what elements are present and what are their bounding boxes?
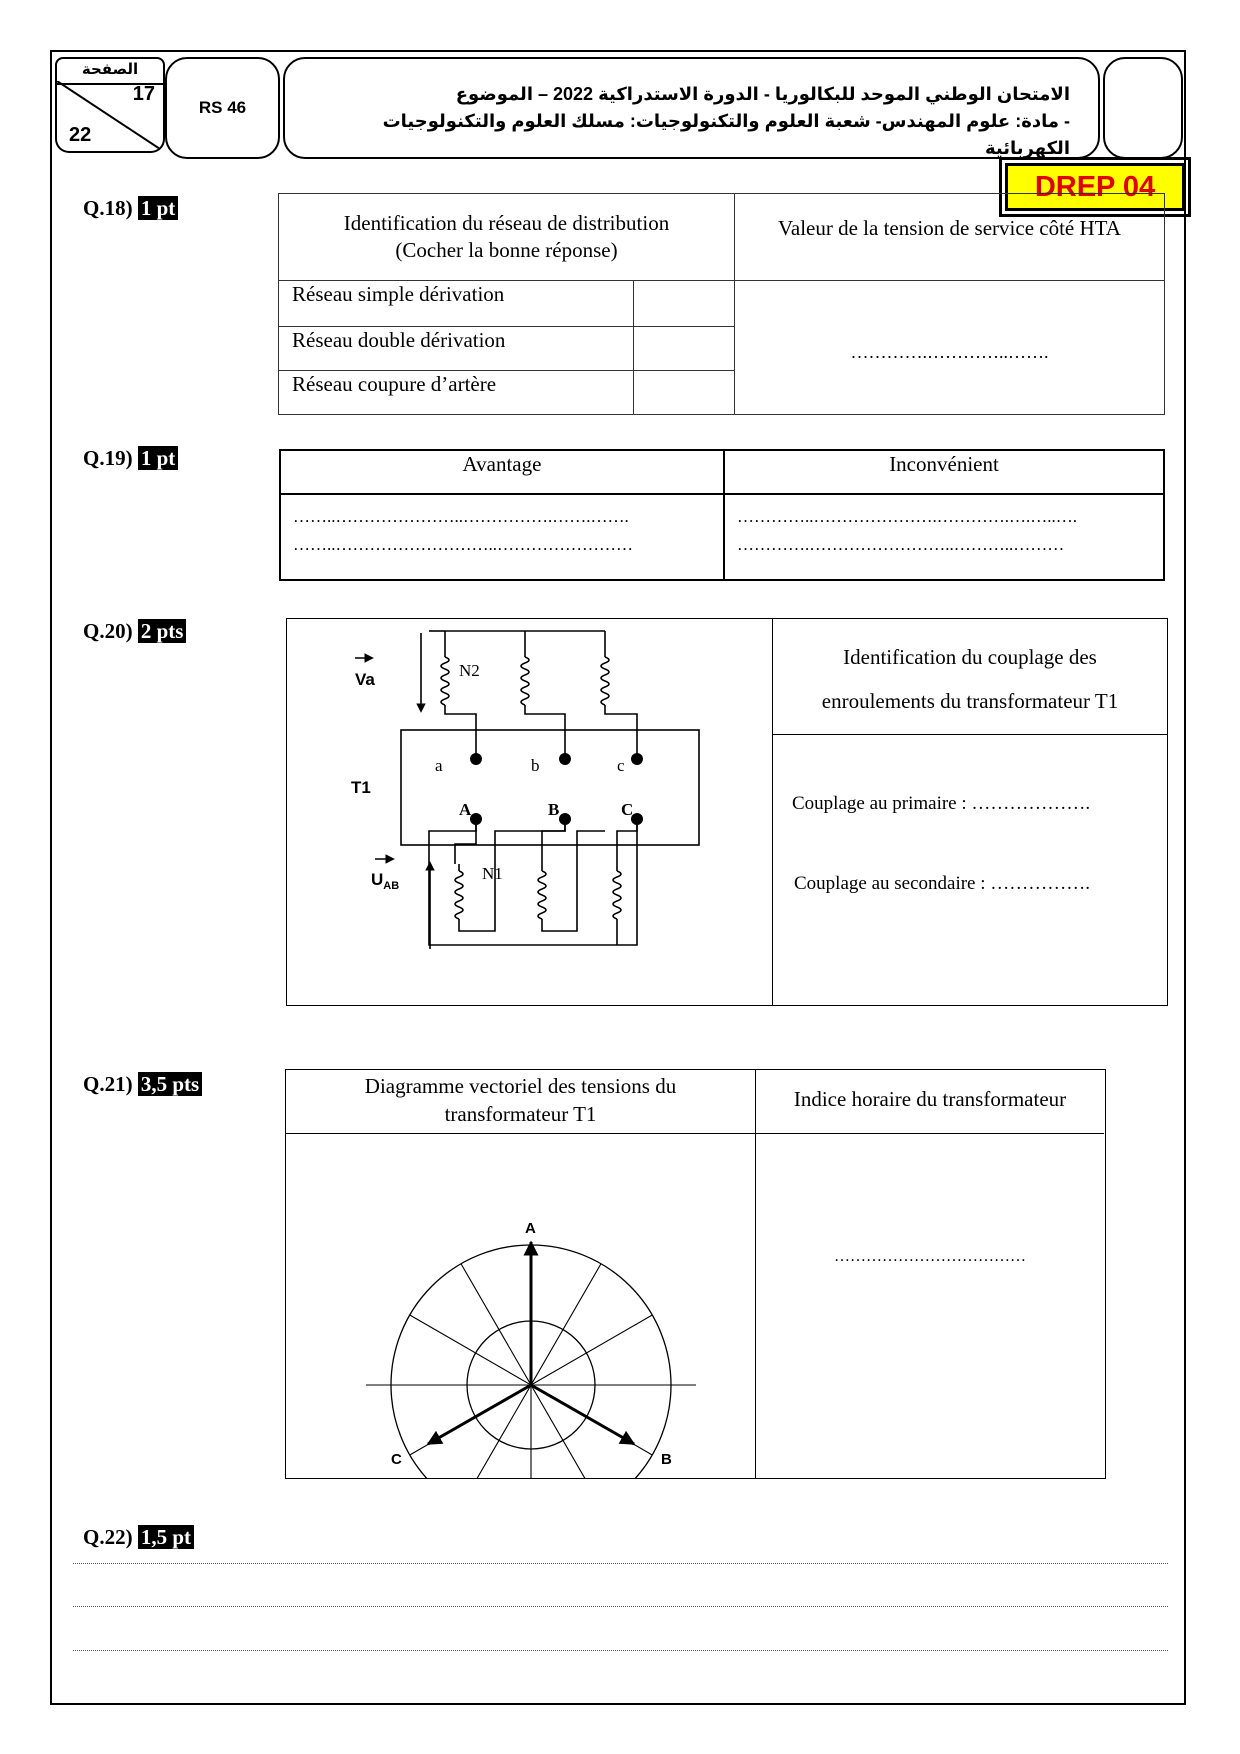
- drep-badge: DREP 04: [1005, 163, 1185, 211]
- terminal-c: [631, 753, 643, 765]
- q18-answer[interactable]: [735, 281, 1165, 415]
- q20-label: [83, 619, 186, 644]
- q18-col1-header-line1: Identification du réseau de distribution: [343, 211, 670, 235]
- label-c: c: [617, 756, 625, 775]
- q19-drawback-dots: …………..………………….………….….…..….: [737, 507, 1077, 526]
- q19-number: Q.19): [83, 446, 133, 470]
- q22-points: 1,5 pt: [138, 1525, 194, 1549]
- q21-col2-header: Indice horaire du transformateur: [793, 1087, 1067, 1111]
- q20-header-line1: Identification du couplage des: [843, 645, 1097, 669]
- t1-body: [401, 730, 699, 845]
- q22-answer-line[interactable]: [73, 1563, 1168, 1564]
- q20-secondary[interactable]: Couplage au secondaire : …………….: [794, 873, 1091, 894]
- n2-label: N2: [459, 661, 480, 680]
- label-A: A: [459, 800, 472, 819]
- vector-label-B: B: [661, 1451, 672, 1468]
- q20-primary[interactable]: Couplage au primaire : ……………….: [792, 793, 1091, 814]
- uab-label: $U_{AB}$: [371, 870, 400, 892]
- q20-box: [286, 618, 1168, 1006]
- exam-title: الامتحان الوطني الموحد للبكالوريا - الدورة الاستدراكية 2022 – الموضوع: [455, 84, 1070, 104]
- transformer-diagram: [287, 619, 772, 1005]
- terminal-A: [470, 813, 482, 825]
- q19-table: [279, 449, 1165, 581]
- q19-label: [83, 446, 178, 471]
- q20-points: 2 pts: [138, 619, 187, 643]
- terminal-a: [470, 753, 482, 765]
- exam-code: RS 46: [198, 98, 247, 117]
- n1-label: N1: [482, 864, 503, 883]
- q21-answer-dots: ………………………………: [834, 1248, 1026, 1265]
- label-a: a: [435, 756, 443, 775]
- exam-subject: - مادة: علوم المهندس- شعبة العلوم والتكنولوجيات: مسلك العلوم والتكنولوجيات الكهربائية: [382, 111, 1070, 158]
- q18-number: Q.18): [83, 196, 133, 220]
- q19-drawback-header: Inconvénient: [724, 450, 1164, 494]
- q18-checkbox-artere[interactable]: [634, 371, 735, 415]
- q19-advantage-header: Avantage: [280, 450, 724, 494]
- q18-checkbox-simple[interactable]: [634, 281, 735, 327]
- page-number-box: [55, 57, 163, 152]
- q18-col2-header: Valeur de la tension de service côté HTA: [735, 194, 1165, 281]
- terminal-B: [559, 813, 571, 825]
- q21-col1-header-line2: transformateur T1: [444, 1102, 597, 1126]
- t1-label: T1: [351, 778, 371, 797]
- q19-drawback-dots: ………….……………………..………..………: [737, 535, 1065, 554]
- q21-answer[interactable]: [756, 1248, 1104, 1266]
- label-b: b: [531, 756, 540, 775]
- q20-header-divider: [772, 734, 1168, 735]
- q22-label: [83, 1525, 194, 1550]
- q18-checkbox-double[interactable]: [634, 327, 735, 371]
- q19-advantage-answer[interactable]: [280, 494, 724, 580]
- blank-header-box: [1103, 57, 1183, 159]
- vector-label-A: A: [525, 1220, 536, 1237]
- q18-points: 1 pt: [138, 196, 178, 220]
- q20-header: [773, 635, 1167, 723]
- page-number-cell: [55, 81, 165, 153]
- q18-row-label: Réseau coupure d’artère: [279, 371, 634, 415]
- q19-points: 1 pt: [138, 446, 178, 470]
- page-current: 17: [132, 83, 155, 105]
- q19-drawback-answer[interactable]: [724, 494, 1164, 580]
- q21-points: 3,5 pts: [138, 1072, 202, 1096]
- q21-number: Q.21): [83, 1072, 133, 1096]
- q22-answer-line[interactable]: [73, 1650, 1168, 1651]
- vector-B: [531, 1385, 634, 1444]
- q21-col1-header: [286, 1072, 755, 1128]
- q21-divider: [755, 1070, 756, 1478]
- q18-col1-header: [279, 194, 735, 281]
- q18-row-label: Réseau double dérivation: [279, 327, 634, 371]
- page-label: الصفحة: [55, 57, 165, 85]
- q18-label: [83, 196, 178, 221]
- q21-label: [83, 1072, 202, 1097]
- q18-col1-header-line2: (Cocher la bonne réponse): [395, 238, 618, 262]
- q19-advantage-dots: ……..…………………..…………….…….…….: [293, 507, 629, 526]
- q20-number: Q.20): [83, 619, 133, 643]
- label-C: C: [621, 800, 634, 819]
- q21-col1-header-line1: Diagramme vectoriel des tensions du: [364, 1074, 677, 1098]
- exam-code-box: [165, 57, 280, 159]
- vector-diagram: [286, 1134, 755, 1478]
- q22-number: Q.22): [83, 1525, 133, 1549]
- q18-answer-dots: ………….…………..…….: [850, 341, 1049, 362]
- q20-header-line2: enroulements du transformateur T1: [821, 689, 1119, 713]
- vector-label-C: C: [391, 1451, 402, 1468]
- vector-C: [428, 1385, 531, 1444]
- q18-row-label: Réseau simple dérivation: [279, 281, 634, 327]
- exam-title-box: [283, 57, 1100, 159]
- terminal-b: [559, 753, 571, 765]
- q22-answer-line[interactable]: [73, 1606, 1168, 1607]
- q18-table: [278, 193, 1165, 415]
- va-label: Va: [355, 670, 375, 689]
- q19-advantage-dots: ……..………………………..……………………: [293, 535, 633, 554]
- q21-box: [285, 1069, 1106, 1479]
- page-total: 22: [69, 124, 92, 146]
- label-B: B: [548, 800, 560, 819]
